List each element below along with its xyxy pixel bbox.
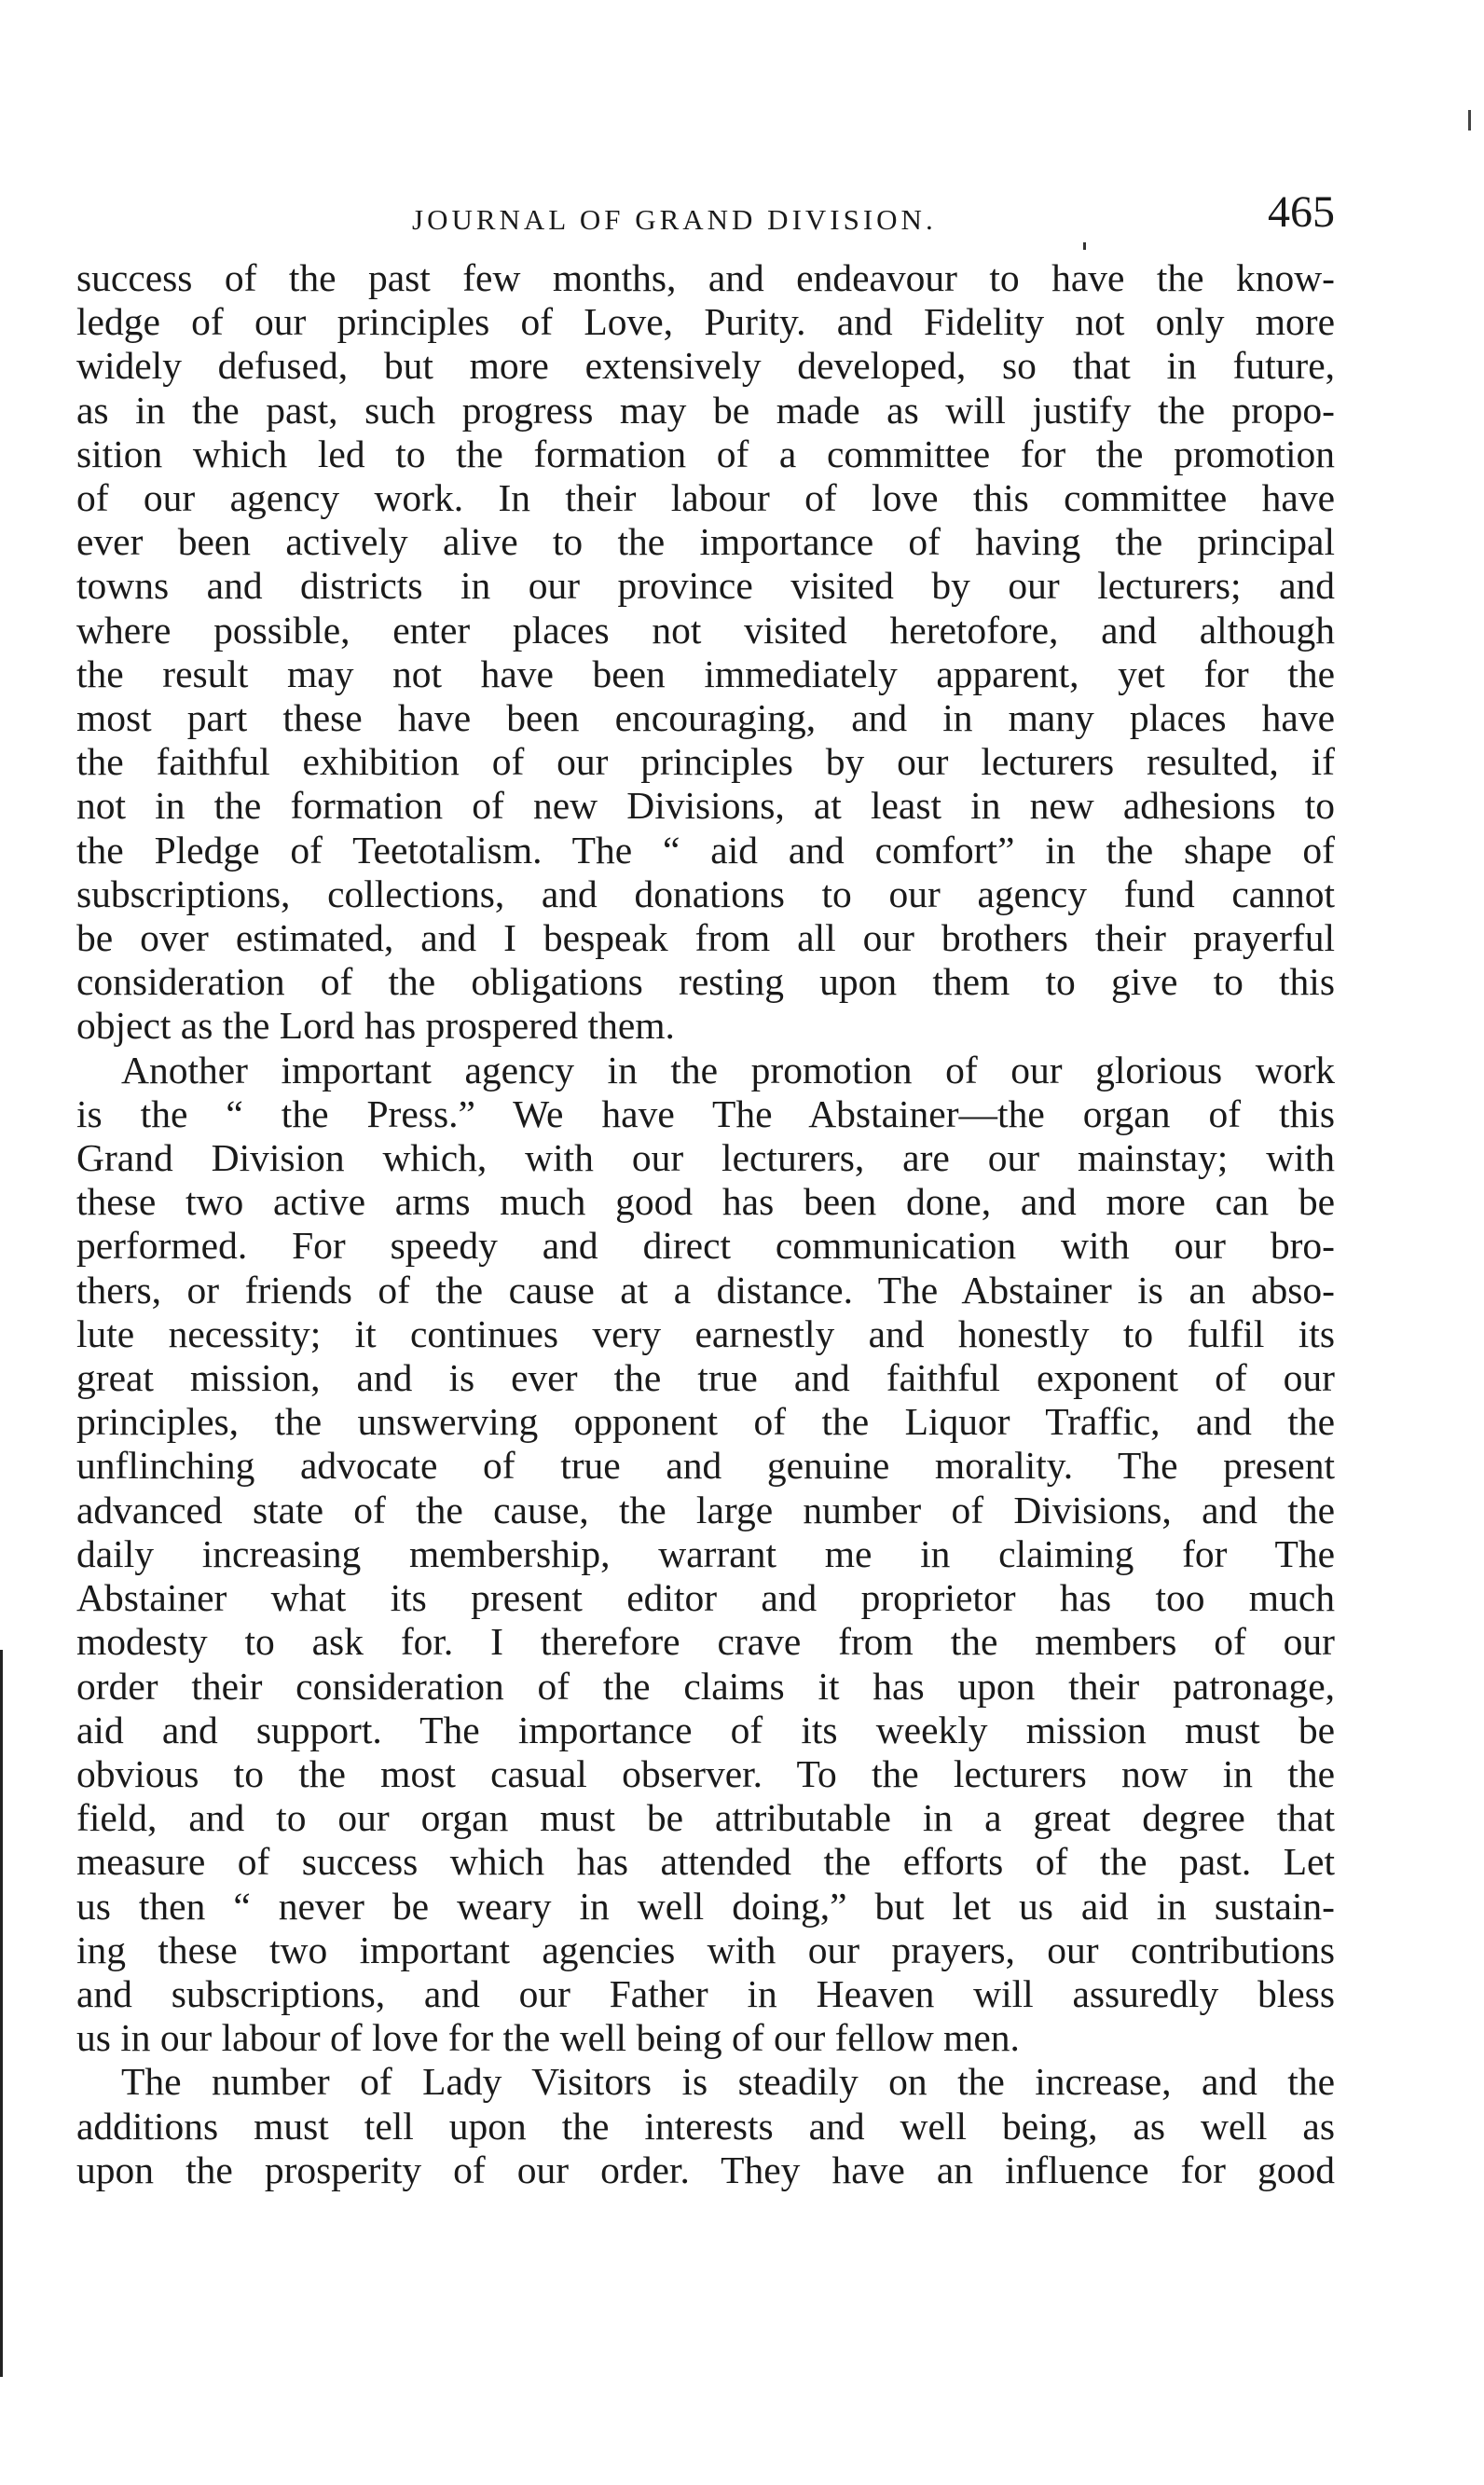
text-line: aid and support. The importance of its weekly mission must be xyxy=(76,1708,1335,1751)
text-line: the Pledge of Teetotalism. The “ aid and comfort” in the shape of xyxy=(76,828,1335,872)
text-line: principles, the unswerving opponent of the Liquor Traffic, and the xyxy=(76,1400,1335,1444)
text-line: where possible, enter places not visited heretofore, and although xyxy=(76,608,1335,652)
text-line: ledge of our principles of Love, Purity. and Fidelity not only more xyxy=(76,300,1335,344)
text-line: towns and districts in our province visited by our lecturers; and xyxy=(76,564,1335,608)
text-line: sition which led to the formation of a committee for the promotion xyxy=(76,432,1335,475)
body-text xyxy=(76,256,1335,2192)
text-line: order their consideration of the claims it has upon their patronage, xyxy=(76,1664,1335,1708)
text-line: Abstainer what its present editor and proprietor has too much xyxy=(76,1576,1335,1620)
text-line: ever been actively alive to the importance of having the principal xyxy=(76,520,1335,564)
edge-mark xyxy=(1468,110,1471,130)
text-line: Another important agency in the promotion of our glorious work xyxy=(121,1048,1335,1091)
text-line: the result may not have been immediately apparent, yet for the xyxy=(76,652,1335,695)
page-header xyxy=(76,186,1335,252)
text-line: obvious to the most casual observer. To the lecturers now in the xyxy=(76,1751,1335,1795)
text-line: consideration of the obligations resting upon them to give to this xyxy=(76,960,1335,1004)
text-line: widely defused, but more extensively developed, so that in future, xyxy=(76,344,1335,388)
gutter-rule xyxy=(0,1650,3,2377)
print-speck xyxy=(1083,242,1086,250)
text-line: success of the past few months, and endeavour to have the know- xyxy=(76,256,1335,299)
text-line: unflinching advocate of true and genuine morality. The present xyxy=(76,1444,1335,1488)
text-line: of our agency work. In their labour of love this committee have xyxy=(76,476,1335,520)
running-title: JOURNAL OF GRAND DIVISION. xyxy=(412,203,937,236)
text-line: the faithful exhibition of our principles by our lecturers resulted, if xyxy=(76,740,1335,784)
text-line: ing these two important agencies with our prayers, our contributions xyxy=(76,1928,1335,1971)
text-line: not in the formation of new Divisions, at least in new adhesions to xyxy=(76,784,1335,828)
text-line: these two active arms much good has been done, and more can be xyxy=(76,1180,1335,1224)
text-line: as in the past, such progress may be made as will justify the propo- xyxy=(76,388,1335,432)
text-line: measure of success which has attended the efforts of the past. Let xyxy=(76,1840,1335,1884)
text-line: subscriptions, collections, and donations to our agency fund cannot xyxy=(76,872,1335,915)
text-line: object as the Lord has prospered them. xyxy=(76,1004,675,1048)
text-line: be over estimated, and I bespeak from all our brothers their prayerful xyxy=(76,916,1335,960)
text-line: is the “ the Press.” We have The Abstainer—the organ of this xyxy=(76,1091,1335,1135)
text-line: additions must tell upon the interests and well being, as well as xyxy=(76,2104,1335,2148)
text-line: great mission, and is ever the true and faithful exponent of our xyxy=(76,1356,1335,1400)
text-line: thers, or friends of the cause at a distance. The Abstainer is an abso- xyxy=(76,1268,1335,1311)
text-line: us in our labour of love for the well being of our fellow men. xyxy=(76,2016,1020,2060)
text-line: upon the prosperity of our order. They have an influence for good xyxy=(76,2148,1335,2191)
text-line: The number of Lady Visitors is steadily on the increase, and the xyxy=(121,2060,1335,2104)
page-number: 465 xyxy=(1268,187,1335,237)
text-line: and subscriptions, and our Father in Heaven will assuredly bless xyxy=(76,1971,1335,2015)
text-line: advanced state of the cause, the large number of Divisions, and the xyxy=(76,1488,1335,1531)
text-line: daily increasing membership, warrant me in claiming for The xyxy=(76,1531,1335,1575)
text-line: performed. For speedy and direct communication with our bro- xyxy=(76,1224,1335,1268)
text-line: field, and to our organ must be attributable in a great degree that xyxy=(76,1796,1335,1840)
text-line: lute necessity; it continues very earnestly and honestly to fulfil its xyxy=(76,1311,1335,1355)
text-line: Grand Division which, with our lecturers, are our mainstay; with xyxy=(76,1136,1335,1180)
text-line: modesty to ask for. I therefore crave from the members of our xyxy=(76,1620,1335,1664)
text-line: us then “ never be weary in well doing,” but let us aid in sustain- xyxy=(76,1884,1335,1928)
text-line: most part these have been encouraging, and in many places have xyxy=(76,696,1335,740)
